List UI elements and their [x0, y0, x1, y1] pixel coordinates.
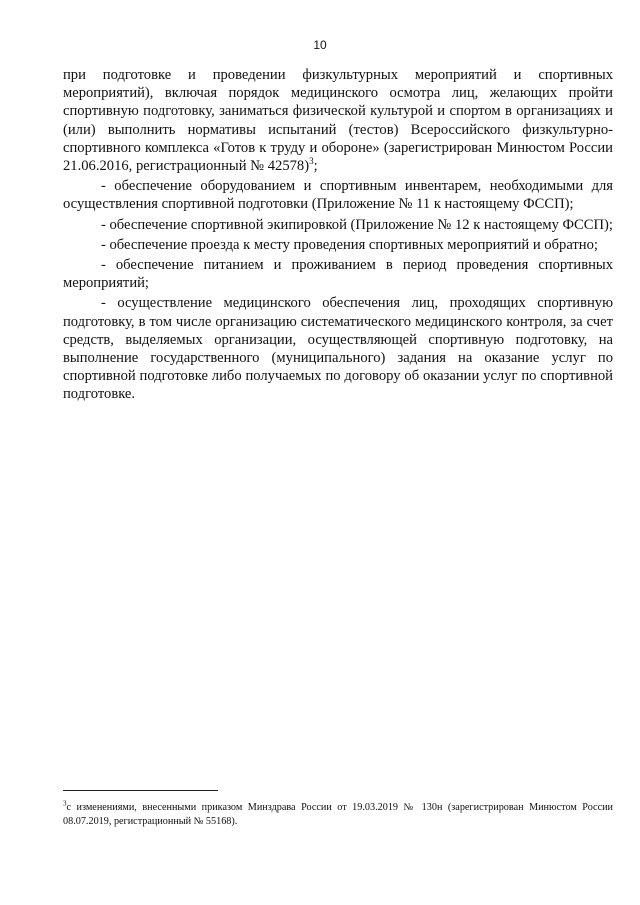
list-item-medical: - осуществление медицинского обеспечения лиц, проходящих спортивную подготовку, в том числе организацию систематического медицинского контроля, за счет средств, выделяемых организации, осуществляющей спортивную подготовку, на выполнение государственного (муниципального) задания на оказание услуг по спортивной подготовке либо получаемых по договору об оказании услуг по спортивной подготовке.: [63, 295, 613, 403]
list-item-gear: - обеспечение спортивной экипировкой (Приложение № 12 к настоящему ФССП);: [101, 216, 613, 233]
list-item-meals-lodging: - обеспечение питанием и проживанием в период проведения спортивных мероприятий;: [63, 257, 613, 292]
footnote-divider: [63, 790, 218, 791]
paragraph-tail: ;: [313, 158, 318, 175]
list-item-travel: - обеспечение проезда к месту проведения спортивных мероприятий и обратно;: [101, 236, 598, 253]
list-item-equipment: - обеспечение оборудованием и спортивным инвентарем, необходимыми для осуществления спортивной подготовки (Приложение № 11 к настоящему ФССП);: [63, 178, 613, 213]
page-number: 10: [313, 38, 327, 52]
paragraph-text: при подготовке и проведении физкультурных мероприятий и спортивных мероприятий), включая порядок медицинского осмотра лиц, желающих пройти спортивную подготовку, заниматься физической культурой и спортом в организациях и (или) выполнить нормативы испытаний (тестов) Всероссийского физкультурно-спортивного комплекса «Готов к труду и обороне» (зарегистрирован Минюстом России 21.06.2016, регистрационный № 42578): [63, 67, 613, 175]
footnote-reference[interactable]: 3: [309, 156, 314, 167]
paragraph-continuation: [63, 66, 613, 175]
footnote-marker: 3: [63, 799, 67, 808]
footnote-text: с изменениями, внесенными приказом Минздрава России от 19.03.2019 № 130н (зарегистрирован Минюстом России 08.07.2019, регистрационный № 55168).: [63, 802, 613, 827]
document-body: [63, 66, 613, 406]
footnote: [63, 801, 613, 829]
